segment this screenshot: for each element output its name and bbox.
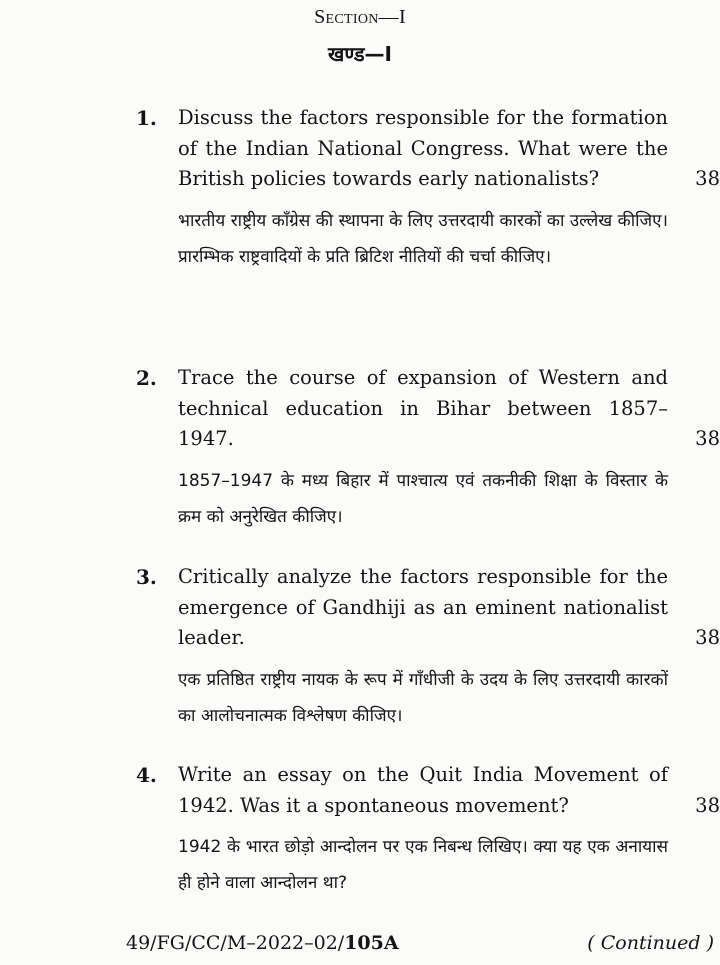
question-3 xyxy=(136,562,720,734)
paper-code-suffix: 105A xyxy=(344,932,399,954)
question-text-hindi: एक प्रतिष्ठित राष्ट्रीय नायक के रूप में गाँधीजी के उदय के लिए उत्तरदायी कारकों का आलोचनात्मक विश्लेषण कीजिए। xyxy=(178,669,668,726)
question-marks: 38 xyxy=(695,167,720,190)
question-text-english: Write an essay on the Quit India Movement of 1942. Was it a spontaneous movement? xyxy=(178,763,668,817)
question-number: 1. xyxy=(136,106,157,130)
section-heading-hindi: खण्ड—I xyxy=(327,42,392,66)
paper-code xyxy=(126,932,399,954)
section-heading-english: Section—I xyxy=(314,6,406,28)
question-text-hindi: 1942 के भारत छोड़ो आन्दोलन पर एक निबन्ध लिखिए। क्या यह एक अनायास ही होने वाला आन्दोलन था? xyxy=(178,837,668,893)
question-number: 4. xyxy=(136,763,157,787)
continued-note: ( Continued ) xyxy=(587,932,714,954)
paper-code-prefix: 49/FG/CC/M–2022–02/ xyxy=(126,932,345,954)
question-marks: 38 xyxy=(695,793,720,817)
question-number: 2. xyxy=(136,366,157,390)
question-text-english: Discuss the factors responsible for the formation of the Indian National Congress. What were the British policies towards early nationalists? xyxy=(178,106,668,190)
question-1 xyxy=(136,103,720,275)
question-2 xyxy=(136,363,720,535)
question-marks: 38 xyxy=(695,626,720,649)
question-text-hindi: भारतीय राष्ट्रीय काँग्रेस की स्थापना के लिए उत्तरदायी कारकों का उल्लेख कीजिए। प्रारम्भिक राष्ट्रवादियों के प्रति ब्रिटिश नीतियों की चर्चा कीजिए। xyxy=(178,210,668,267)
question-4 xyxy=(136,760,720,901)
question-number: 3. xyxy=(136,565,157,589)
question-text-hindi: 1857–1947 के मध्य बिहार में पाश्चात्य एवं तकनीकी शिक्षा के विस्तार के क्रम को अनुरेखित कीजिए। xyxy=(178,470,668,527)
question-marks: 38 xyxy=(695,427,720,450)
question-text-english: Critically analyze the factors responsible for the emergence of Gandhiji as an eminent nationalist leader. xyxy=(178,565,668,649)
question-text-english: Trace the course of expansion of Western and technical education in Bihar between 1857–1947. xyxy=(178,366,668,450)
